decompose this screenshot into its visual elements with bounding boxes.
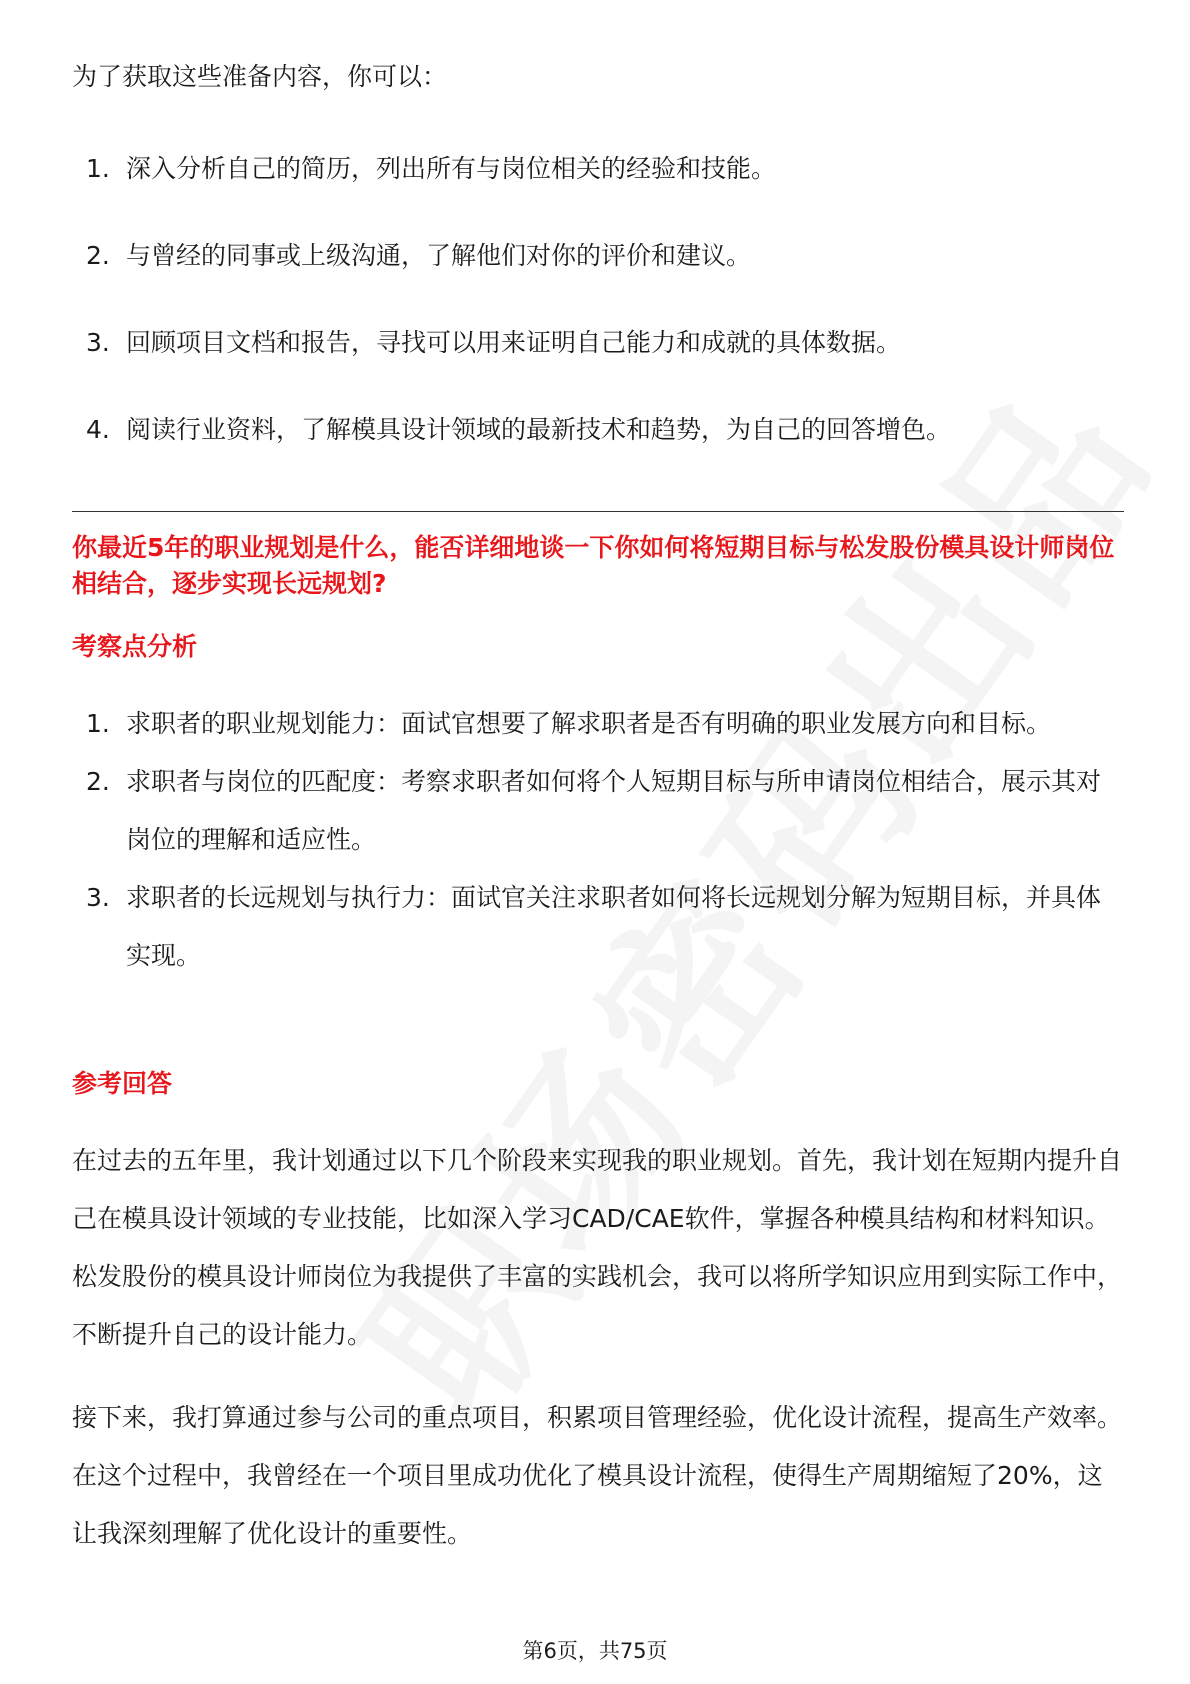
list-item: 4. 阅读行业资料，了解模具设计领域的最新技术和趋势，为自己的回答增色。 [86,415,952,444]
interview-question: 你最近5年的职业规划是什么，能否详细地谈一下你如何将短期目标与松发股份模具设计师岗位相结合，逐步实现长远规划? [72,533,1115,598]
section-divider [72,511,1124,512]
intro-text: 为了获取这些准备内容，你可以： [72,62,448,91]
list-item: 2. 求职者与岗位的匹配度：考察求职者如何将个人短期目标与所申请岗位相结合，展示其对岗位的理解和适应性。 [86,767,1102,854]
list-item: 1. 求职者的职业规划能力：面试官想要了解求职者是否有明确的职业发展方向和目标。 [86,709,1052,738]
answer-paragraph: 在过去的五年里，我计划通过以下几个阶段来实现我的职业规划。首先，我计划在短期内提升自己在模具设计领域的专业技能，比如深入学习CAD/CAE软件，掌握各种模具结构和材料知识。松发股份的模具设计师岗位为我提供了丰富的实践机会，我可以将所学知识应用到实际工作中，不断提升自己的设计能力。 [72,1146,1123,1349]
prep-list [72,140,1124,488]
list-item: 3. 回顾项目文档和报告，寻找可以用来证明自己能力和成就的具体数据。 [86,328,902,357]
page-number: 第6页，共75页 [522,1639,668,1663]
list-item: 2. 与曾经的同事或上级沟通，了解他们对你的评价和建议。 [86,241,752,270]
list-item: 1. 深入分析自己的简历，列出所有与岗位相关的经验和技能。 [86,154,777,183]
analysis-list [72,695,1124,985]
answer-heading: 参考回答 [72,1069,173,1098]
analysis-heading: 考察点分析 [72,632,198,661]
answer-paragraph: 接下来，我打算通过参与公司的重点项目，积累项目管理经验，优化设计流程，提高生产效率。在这个过程中，我曾经在一个项目里成功优化了模具设计流程，使得生产周期缩短了20%，这让我深刻理解了优化设计的重要性。 [72,1403,1123,1548]
list-item: 3. 求职者的长远规划与执行力：面试官关注求职者如何将长远规划分解为短期目标，并具体实现。 [86,883,1102,970]
